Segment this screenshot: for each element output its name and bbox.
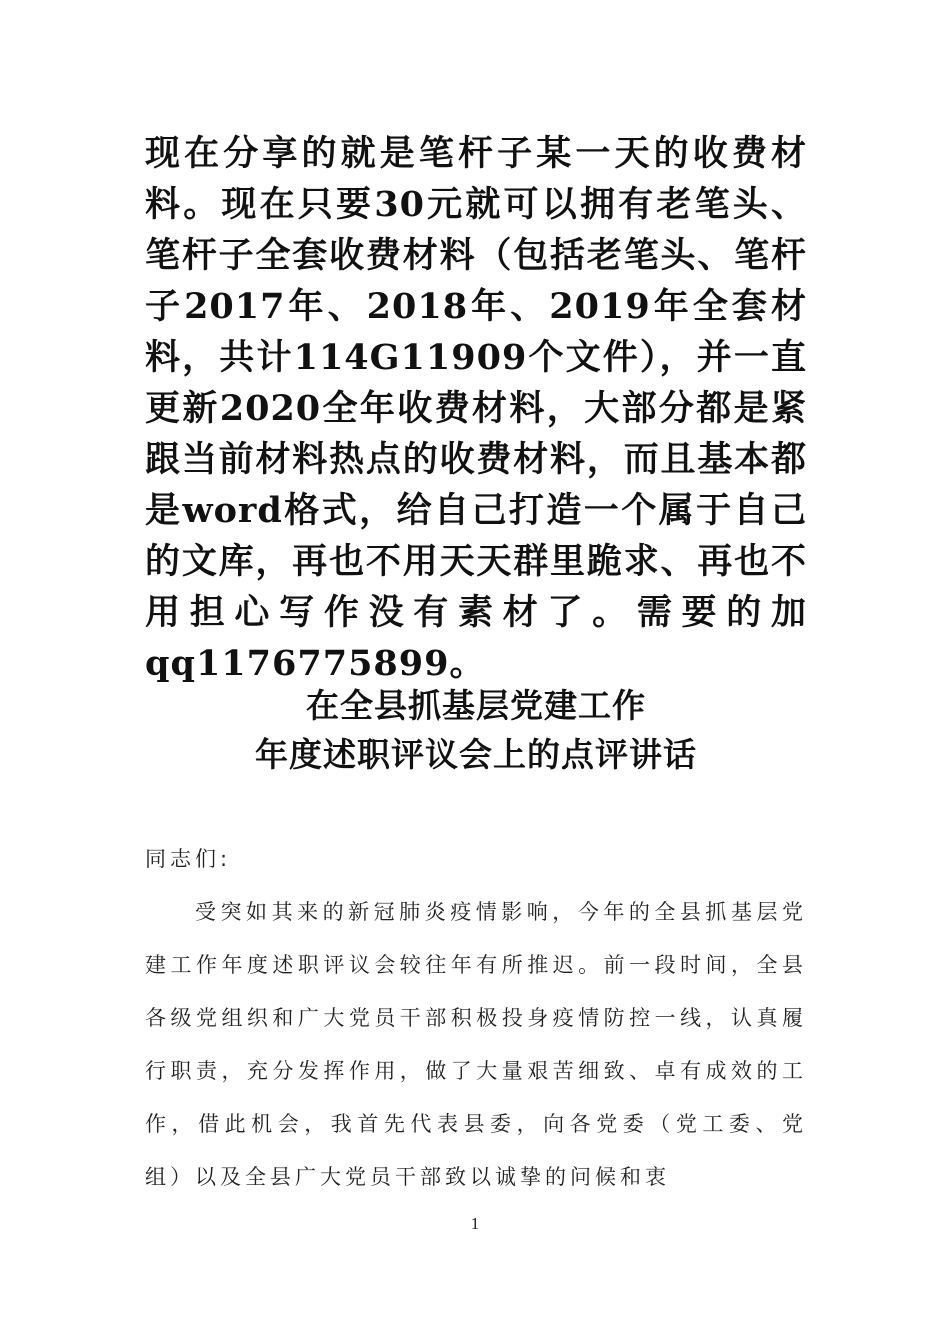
promo-paragraph: 现在分享的就是笔杆子某一天的收费材料。现在只要30元就可以拥有老笔头、笔杆子全套收费材料（包括老笔头、笔杆子2017年、2018年、2019年全套材料，共计114G11909个文件），并一直更新2020全年收费材料，大部分都是紧跟当前材料热点的收费材料，而且基本都是word格式，给自己打造一个属于自己的文库，再也不用天天群里跪求、再也不用担心写作没有素材了。需要的加qq1176775899。	[145, 133, 807, 684]
document-title-line-2: 年度述职评议会上的点评讲话	[255, 735, 697, 774]
salutation: 同志们:	[145, 847, 232, 871]
document-title-line-1: 在全县抓基层党建工作	[306, 686, 646, 725]
page-number: 1	[470, 1214, 480, 1233]
body-paragraph: 受突如其来的新冠肺炎疫情影响，今年的全县抓基层党建工作年度述职评议会较往年有所推迟。前一段时间，全县各级党组织和广大党员干部积极投身疫情防控一线，认真履行职责，充分发挥作用，做了大量艰苦细致、卓有成效的工作，借此机会，我首先代表县委，向各党委（党工委、党组）以及全县广大党员干部致以诚挚的问候和衷	[145, 900, 807, 1189]
